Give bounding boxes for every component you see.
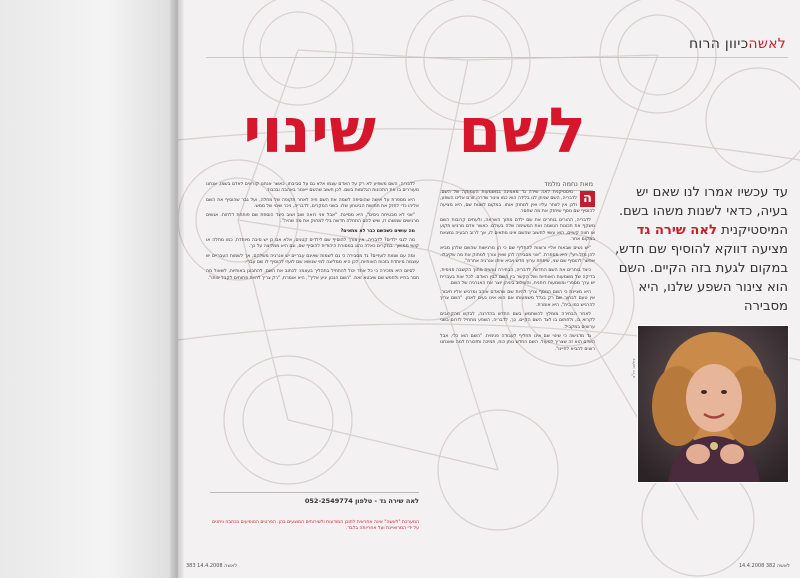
- paragraph: "יש נשים שבאות אליי ורוצות להחליף שם כי הן מרגישות שהשם שלהן מביא להן מזל רע", היא מספרת. "אני מסבירה להן שאין צורך למחוק את מה שקיבלו. אפשר להוסיף שם שני, שיפתח ערוץ חדש ויביא איתו אנרגיה אחרת".: [440, 246, 595, 264]
- lede-text-2: מציעה דווקא להוסיף שם חדש, במקום לגעת בזה הקיים. השם הוא צינור השפע שלנו, היא מסבירה: [614, 242, 788, 314]
- article-lede: [612, 183, 788, 316]
- folio-left: [186, 563, 237, 569]
- article-headline: [206, 86, 586, 176]
- headline-word-1: לשם: [458, 94, 586, 167]
- paragraph: כיצד בוחרים את השם החדש? לדבריה, הבחירה נעשית מתוך הקשבה פנימית, בדיקה של משמעות האותיות ושל הקשר בין השם לבין האדם. לכל אות בעברית יש ערך מספרי ומשמעות רוחנית, והשילוב ביניהן יוצר את האנרגיה של השם.: [440, 268, 595, 286]
- paragraph: מיסטיקנית לאה שירה גד מאמינה במשמעות העמוקה של השם. לדבריה, השם שניתן לנו בלידה הוא כמו צינור שדרכו זורם אלינו השפע, ולכן אין לוותר עליו ואין למחוק אותו. במקום לשנות שם, היא מציעה להוסיף שם נוסף שיחזק את מה שחסר.: [440, 190, 595, 214]
- page-number-right: 382: [765, 563, 776, 569]
- paragraph: לדבריה, ההורים בוחרים את שם ילדם מתוך השראה, ולעתים קרובות השם משקף את תכונות הנשמה ואת המשימה שלה בעולם. כאשר אדם מרגיש תקוע או חווה קשיים, הוא עשוי לחשוב שהשם אינו מתאים לו, אך לרוב הבעיה נמצאת במקום אחר.: [440, 218, 595, 243]
- paragraph: לדבריה, השם משפיע לא רק על האדם עצמו אלא גם על סביבתו. כאשר אנחנו קוראים לאדם בשמו, אנחנו מעוררים בו את התכונות הגלומות בשם. לכן חשוב שהשם ייאמר באהבה ובכבוד.: [206, 182, 419, 194]
- folio-right: [739, 563, 790, 569]
- page-gutter: [170, 0, 184, 578]
- headline-word-2: שינוי: [243, 94, 376, 167]
- contact-info: לאה שירה גד - טלפון 052-2549774: [210, 492, 419, 505]
- paragraph: לסיום היא מזכירה כי כל אחד יכול להתחיל בתהליך בעצמו: לכתוב את השם, להתבונן באותיות, לשאול מה חסר בחייו ולחפש שם שיבטא זאת. "השם הנכון יגיע אליך", היא אומרת, "רק צריך להיות פתוחים לקבל אותו".: [206, 269, 419, 281]
- section-header: [689, 36, 786, 52]
- section-brand: לאשה: [748, 36, 786, 52]
- byline: מאת נחמה מלמד: [440, 180, 593, 191]
- photo-credit: צילום: יח"צ: [631, 358, 636, 378]
- paragraph: היא מציינת כי השם הנוסף צריך להיות שם שהאדם אוהב ומרגיש אליו חיבור. אין טעם לבחור שם רק בגלל משמעותו אם הוא אינו נעים לאוזן. "השם צריך להרגיש כמו בית", היא אומרת.: [440, 290, 595, 308]
- paragraph: מה לגבי ילדים? לדבריה, אין צורך להוסיף שם לילדים קטנים, אלא אם כן יש סיבה מיוחדת, כמו מחלה או קושי ממושך. במקרים כאלה נהוג במסורת היהודית להוסיף שם, וגם היא ממליצה על כך.: [206, 238, 419, 250]
- lede-text-1: עד עכשיו אמרו לנו שאם יש בעיה, כדאי לשנות משהו בשם. המיסטיקנית: [618, 185, 788, 238]
- paragraph: "אני לא מבטיחה ניסים", היא מסייגת. "אבל אני רואה שוב ושוב כיצד הוספת שם פותחת דלתות. אנשים מרגישים שמשהו זז, שיש להם התחלה חדשה בלי למחוק את מה שהיה".: [206, 213, 419, 225]
- paragraph: היא מספרת על אישה שהוסיפה לשמה את השם חיה לאחר תקופה של מחלה, ועל גבר שהוסיף את השם אליהו כדי לחזק את תחושת הביטחון שלו. בשני המקרים, לדבריה, ניכר שינוי של ממש.: [206, 197, 419, 209]
- drop-cap: ה: [580, 191, 595, 207]
- lede-highlight-name: לאה שירה גד: [636, 223, 717, 238]
- folio-label-left: לאשה 14.4.2008: [197, 563, 238, 569]
- paragraph: ומה עם שמות לועזיים? גד מסבירה כי גם לשמות שאינם עבריים יש אנרגיה משלהם, אך לשמות העבריים יש עוצמה מיוחדת בזכות האותיות. לכן היא ממליצה למי שנושא שם לועזי להוסיף לו שם עברי.: [206, 253, 419, 265]
- portrait-photo: [637, 325, 789, 483]
- article-column-right: [440, 190, 595, 552]
- section-divider: [206, 57, 788, 58]
- folio-label-right: 14.4.2008 לאשה: [738, 563, 790, 569]
- left-page-edge: [0, 0, 178, 578]
- section-title: כיוון הרוח: [688, 36, 749, 52]
- portrait-illustration: [638, 326, 789, 483]
- article-column-left: [206, 182, 419, 486]
- disclaimer-footnote: המערכת "לאשה" אינה אחראית לתוכן המודעות ולשירותים המוצעים בהן. הפרטים המופיעים בכתבה ניתנים על ידי המרואיינת ועל אחריותה בלבד.: [212, 520, 419, 531]
- paragraph: לאחר הבחירה מומלץ להשתמש בשם החדש בהדרגה, לבקש מהקרובים לקרוא בו, ולחתום בו לצד השם הקיים. כך, לדבריה, השפע מתחיל לזרום בשני ערוצים במקביל.: [440, 312, 595, 330]
- page-number-left: 383: [186, 563, 196, 569]
- subheading: מה עושים כשהשם כבר לא מתאים?: [340, 228, 415, 234]
- paragraph: גד מדגישה כי שינוי שם אינו תחליף לעבודה פנימית. "השם הוא כלי, אבל האדם הוא זה שצריך לפעול. השם החדש נותן כוח, תמיכה ותזכורת למה שאנחנו רוצים להביא לחיינו".: [440, 333, 595, 352]
